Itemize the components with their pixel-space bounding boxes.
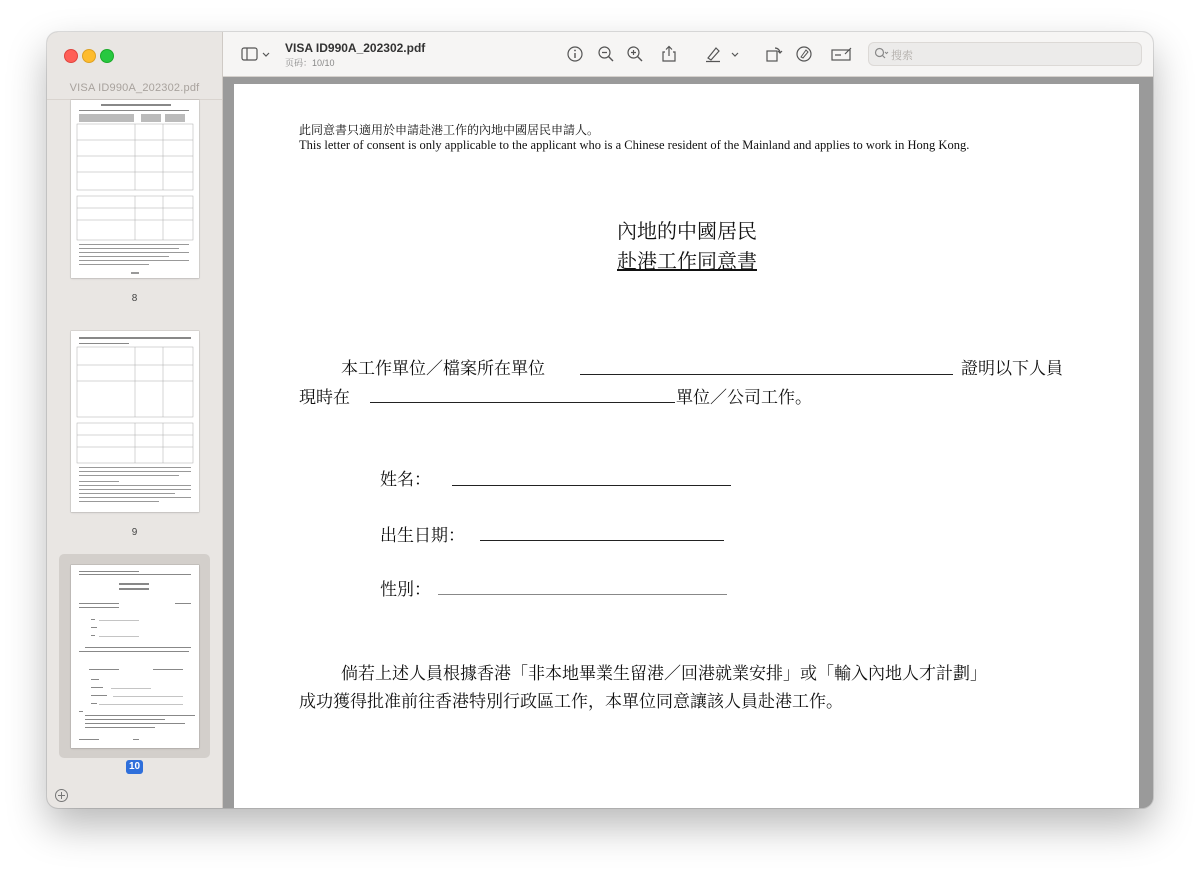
page-indicator: 页码：10/10 <box>285 58 335 68</box>
paragraph-3-line-1: 倘若上述人員根據香港「非本地畢業生留港／回港就業安排」或「輸入內地人才計劃」 <box>341 664 987 684</box>
name-field-label: 姓名： <box>380 470 431 490</box>
gender-field-label: 性別： <box>380 580 431 600</box>
highlight-options-chevron-icon[interactable] <box>730 45 740 63</box>
consent-note-english: This letter of consent is only applicable to the applicant who is a Chinese resident of the Mainland and applies to work in Hong Kong. <box>299 138 970 152</box>
document-title: VISA ID990A_202302.pdf <box>285 41 426 55</box>
toolbar <box>223 32 1153 77</box>
paragraph-2-prefix: 現時在 <box>299 388 350 408</box>
document-title-line-2: 赴港工作同意書 <box>617 249 757 273</box>
gender-blank-line[interactable] <box>438 594 727 595</box>
form-fill-icon[interactable] <box>831 45 853 63</box>
search-field[interactable] <box>868 42 1142 66</box>
thumbnail-page-9-content <box>71 331 199 512</box>
thumbnail-page-8-content <box>71 100 199 278</box>
minimize-window-button[interactable] <box>82 49 96 63</box>
close-window-button[interactable] <box>64 49 78 63</box>
thumbnail-page-10-content <box>71 565 199 748</box>
paragraph-2-suffix: 單位／公司工作。 <box>676 388 812 408</box>
paragraph-3-line-2: 成功獲得批准前往香港特別行政區工作，本單位同意讓該人員赴港工作。 <box>299 692 843 712</box>
zoom-out-icon[interactable] <box>597 45 615 63</box>
consent-note-chinese: 此同意書只適用於申請赴港工作的內地中國居民申請人。 <box>299 123 600 137</box>
preview-window <box>47 32 1153 808</box>
paragraph-1-prefix: 本工作單位／檔案所在單位 <box>341 359 545 379</box>
add-page-icon[interactable] <box>55 789 68 802</box>
paragraph-1-suffix: 證明以下人員 <box>961 359 1063 379</box>
dob-blank-line[interactable] <box>480 540 724 541</box>
rotate-icon[interactable] <box>765 45 783 63</box>
chevron-down-icon[interactable] <box>261 45 271 63</box>
zoom-in-icon[interactable] <box>626 45 644 63</box>
thumbnail-label-8: 8 <box>131 293 138 304</box>
thumbnail-page-8[interactable] <box>71 100 199 278</box>
search-placeholder: 搜索 <box>891 49 913 62</box>
markup-icon[interactable] <box>795 45 813 63</box>
document-title-line-1: 內地的中國居民 <box>617 219 757 243</box>
thumbnail-page-9[interactable] <box>71 331 199 512</box>
search-icon <box>874 47 889 60</box>
sidebar-toggle-icon[interactable] <box>241 45 259 63</box>
zoom-window-button[interactable] <box>100 49 114 63</box>
dob-field-label: 出生日期： <box>380 526 465 546</box>
sidebar <box>47 32 223 808</box>
thumbnail-label-10: 10 <box>126 760 143 774</box>
share-icon[interactable] <box>660 45 678 63</box>
name-blank-line[interactable] <box>452 485 731 486</box>
employer-blank-line[interactable] <box>580 374 953 375</box>
thumbnail-page-10[interactable] <box>71 565 199 748</box>
info-icon[interactable] <box>566 45 584 63</box>
highlight-pen-icon[interactable] <box>704 45 722 63</box>
company-blank-line[interactable] <box>370 402 675 403</box>
sidebar-title: VISA ID990A_202302.pdf <box>69 82 200 94</box>
thumbnail-label-9: 9 <box>131 527 138 538</box>
pdf-page <box>234 84 1139 808</box>
